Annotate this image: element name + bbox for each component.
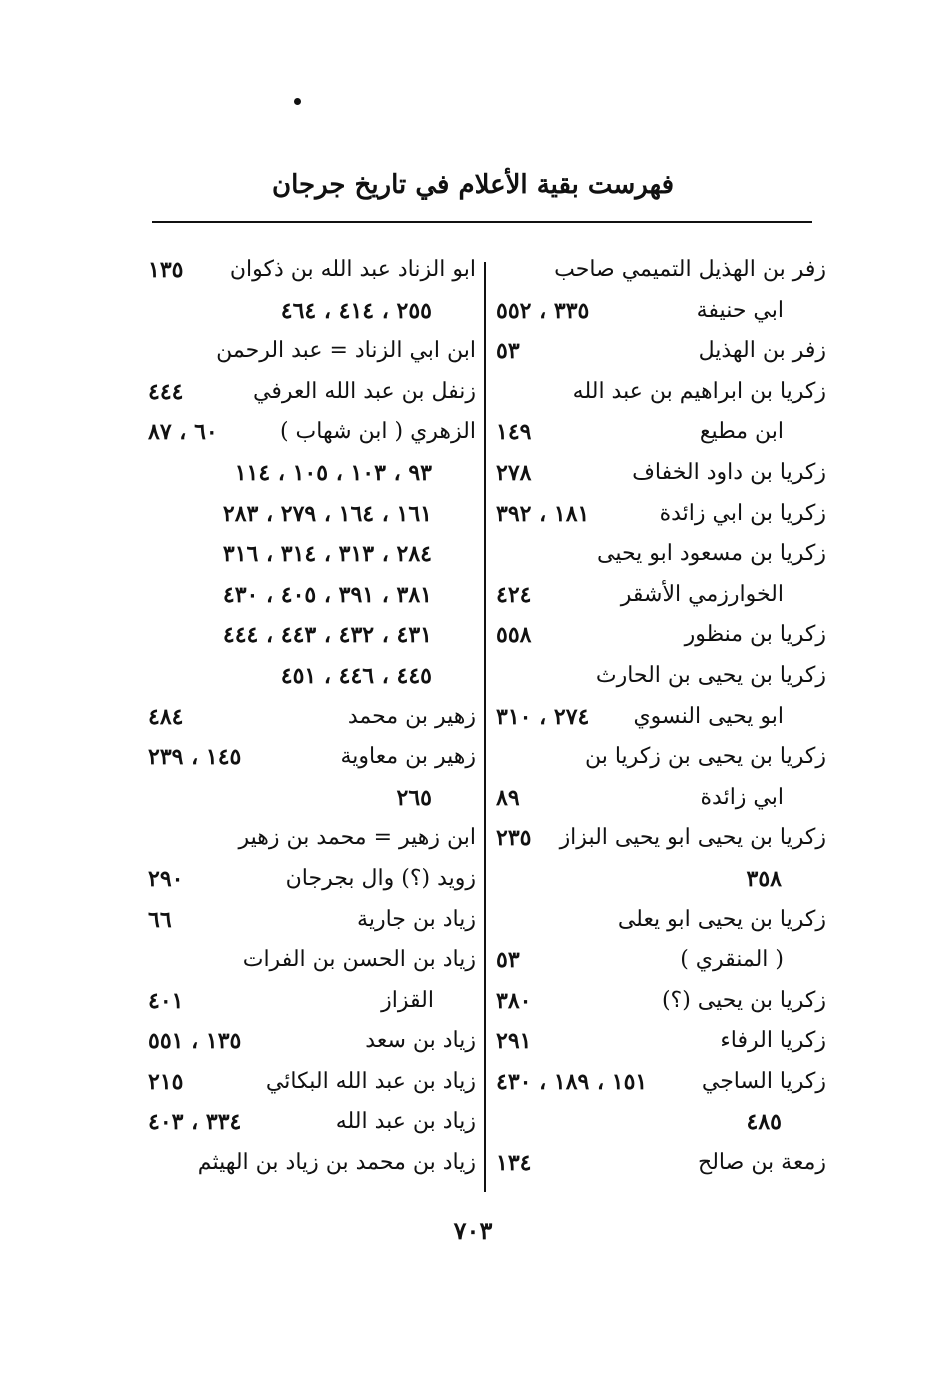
entry-pages: ٢٦٥ xyxy=(396,784,432,811)
entry-pages: ٤٤٥ ، ٤٤٦ ، ٤٥١ xyxy=(280,662,432,689)
index-column-right xyxy=(496,250,826,1184)
entry-pages: ٦٦ xyxy=(148,906,172,933)
index-entry xyxy=(148,615,476,656)
entry-pages: ٣٣٥ ، ٥٥٢ xyxy=(496,297,590,324)
entry-name: الزهري ( ابن شهاب ) xyxy=(279,419,476,445)
entry-pages: ٤٨٥ xyxy=(746,1109,782,1136)
index-entry xyxy=(148,331,476,372)
entry-pages: ٤٣١ ، ٤٣٢ ، ٤٤٣ ، ٤٤٤ xyxy=(222,622,432,649)
entry-pages: ٢٨٤ ، ٣١٣ ، ٣١٤ ، ٣١٦ xyxy=(222,541,432,568)
entry-pages: ١٤٥ ، ٢٣٩ xyxy=(148,744,242,771)
index-entry xyxy=(496,940,826,981)
index-entry xyxy=(496,981,826,1022)
entry-name: ابو الزناد عبد الله بن ذكوان xyxy=(229,257,476,282)
entry-pages: ١٨١ ، ٣٩٢ xyxy=(496,500,590,527)
page-title: فهرست بقية الأعلام في تاريخ جرجان xyxy=(271,170,675,200)
entry-name: ابن زهير = محمد بن زهير xyxy=(238,825,476,851)
entry-name: زكريا بن ابي زائدة xyxy=(659,500,826,526)
entry-pages: ٤٨٤ xyxy=(148,703,184,730)
index-entry xyxy=(148,575,476,616)
entry-name: زفر بن الهذيل التميمي صاحب xyxy=(554,257,826,282)
index-entry xyxy=(496,656,826,697)
ink-dot xyxy=(294,98,301,105)
entry-name: زهير بن معاوية xyxy=(340,744,476,770)
entry-name: زكريا بن داود الخفاف xyxy=(632,459,826,485)
entry-pages: ٢٩٠ xyxy=(148,865,184,892)
entry-pages: ٥٣ xyxy=(496,947,520,974)
index-entry xyxy=(148,1062,476,1103)
entry-name: زهير بن محمد xyxy=(347,703,476,729)
entry-pages: ٩٣ ، ١٠٣ ، ١٠٥ ، ١١٤ xyxy=(234,459,432,486)
index-entry xyxy=(148,412,476,453)
entry-name: زكريا بن يحيى (؟) xyxy=(661,987,826,1013)
index-entry xyxy=(496,575,826,616)
index-entry xyxy=(148,656,476,697)
entry-pages: ٢٣٥ xyxy=(496,825,532,852)
index-entry xyxy=(496,1143,826,1184)
entry-name: زمعة بن صالح xyxy=(698,1150,826,1176)
entry-pages: ٣٨٠ xyxy=(496,987,532,1014)
entry-name: ابو يحيى النسوي xyxy=(633,703,784,729)
entry-name: زفر بن الهذيل xyxy=(698,338,826,364)
index-entry xyxy=(496,331,826,372)
entry-pages: ٢٧٤ ، ٣١٠ xyxy=(496,703,590,730)
index-entry xyxy=(148,372,476,413)
entry-name: زكريا بن يحيى بن الحارث xyxy=(595,662,826,688)
entry-name: ابن مطيع xyxy=(699,419,784,445)
entry-pages: ٥٣ xyxy=(496,338,520,365)
index-entry xyxy=(496,1021,826,1062)
entry-pages: ٤٠١ xyxy=(148,987,184,1014)
entry-pages: ٢٩١ xyxy=(496,1028,532,1055)
entry-name: زياد بن محمد بن زياد بن الهيثم xyxy=(197,1150,476,1176)
index-entry xyxy=(148,859,476,900)
index-entry xyxy=(148,1102,476,1143)
entry-name: ابي زائدة xyxy=(700,784,784,810)
entry-pages: ٢٧٨ xyxy=(496,459,532,486)
entry-name: زكريا بن يحيى ابو يحيى البزاز xyxy=(559,825,826,851)
entry-name: القزاز xyxy=(381,987,434,1013)
entry-name: الخوارزمي الأشقر xyxy=(620,581,784,607)
entry-pages: ١٣٥ xyxy=(148,257,184,283)
entry-pages: ٤٤٤ xyxy=(148,378,184,405)
entry-name: ( المنقري ) xyxy=(680,947,784,973)
index-column-left xyxy=(148,250,476,1184)
entry-name: زكريا بن ابراهيم بن عبد الله xyxy=(572,378,826,404)
index-entry xyxy=(496,1102,826,1143)
index-entry xyxy=(496,778,826,819)
index-entry xyxy=(148,291,476,332)
entry-pages: ٣٨١ ، ٣٩١ ، ٤٠٥ ، ٤٣٠ xyxy=(222,581,432,608)
entry-name: زياد بن سعد xyxy=(365,1028,476,1054)
index-entry xyxy=(496,1062,826,1103)
index-entry xyxy=(148,697,476,738)
entry-name: زكريا الساجي xyxy=(701,1068,826,1094)
header-rule xyxy=(152,221,812,223)
entry-name: زكريا بن مسعود ابو يحيى xyxy=(597,541,826,567)
index-entry xyxy=(148,900,476,941)
index-entry xyxy=(496,453,826,494)
entry-name: ابن ابي الزناد = عبد الرحمن xyxy=(216,338,476,364)
entry-pages: ٣٣٤ ، ٤٠٣ xyxy=(148,1109,242,1136)
index-entry xyxy=(496,818,826,859)
entry-pages: ٥٥٨ xyxy=(496,622,532,649)
entry-name: زياد بن عبد الله xyxy=(335,1109,476,1135)
entry-pages: ١٣٤ xyxy=(496,1150,532,1177)
entry-pages: ٣٥٨ xyxy=(746,865,782,892)
index-entry xyxy=(148,940,476,981)
index-entry xyxy=(148,778,476,819)
entry-pages: ٦٠ ، ٨٧ xyxy=(148,419,218,446)
entry-pages: ٨٩ xyxy=(496,784,520,811)
index-entry xyxy=(496,737,826,778)
entry-name: زكريا بن يحيى ابو يعلى xyxy=(617,906,826,932)
index-entry xyxy=(496,534,826,575)
column-divider xyxy=(484,262,486,1192)
index-entry xyxy=(148,453,476,494)
index-entry xyxy=(148,737,476,778)
index-entry xyxy=(496,615,826,656)
entry-pages: ١٦١ ، ١٦٤ ، ٢٧٩ ، ٢٨٣ xyxy=(222,500,432,527)
index-entry xyxy=(496,900,826,941)
index-entry xyxy=(148,1021,476,1062)
index-entry xyxy=(148,250,476,291)
page-number: ٧٠٣ xyxy=(453,1216,493,1245)
entry-pages: ١٥١ ، ١٨٩ ، ٤٣٠ xyxy=(496,1068,648,1095)
entry-name: زكريا الرفاء xyxy=(720,1028,826,1054)
index-entry xyxy=(496,859,826,900)
index-entry xyxy=(496,250,826,291)
index-entry xyxy=(496,494,826,535)
entry-pages: ٢٥٥ ، ٤١٤ ، ٤٦٤ xyxy=(280,297,432,324)
index-entry xyxy=(148,981,476,1022)
entry-name: زياد بن عبد الله البكائي xyxy=(265,1068,476,1094)
entry-name: زياد بن الحسن بن الفرات xyxy=(242,947,476,973)
entry-pages: ١٣٥ ، ٥٥١ xyxy=(148,1028,242,1055)
entry-name: زنفل بن عبد الله العرفي xyxy=(252,378,476,404)
entry-pages: ٤٢٤ xyxy=(496,581,532,608)
entry-pages: ٢١٥ xyxy=(148,1068,184,1095)
index-entry xyxy=(148,534,476,575)
index-entry xyxy=(148,494,476,535)
entry-name: ابي حنيفة xyxy=(696,297,784,323)
index-entry xyxy=(148,1143,476,1184)
entry-pages: ١٤٩ xyxy=(496,419,532,446)
entry-name: زويد (؟) وال بجرجان xyxy=(285,865,476,891)
index-entry xyxy=(496,697,826,738)
index-entry xyxy=(496,412,826,453)
index-entry xyxy=(496,372,826,413)
entry-name: زياد بن جارية xyxy=(357,906,476,932)
entry-name: زكريا بن يحيى بن زكريا بن xyxy=(584,744,826,770)
entry-name: زكريا بن منظور xyxy=(684,622,826,648)
index-entry xyxy=(148,818,476,859)
index-entry xyxy=(496,291,826,332)
